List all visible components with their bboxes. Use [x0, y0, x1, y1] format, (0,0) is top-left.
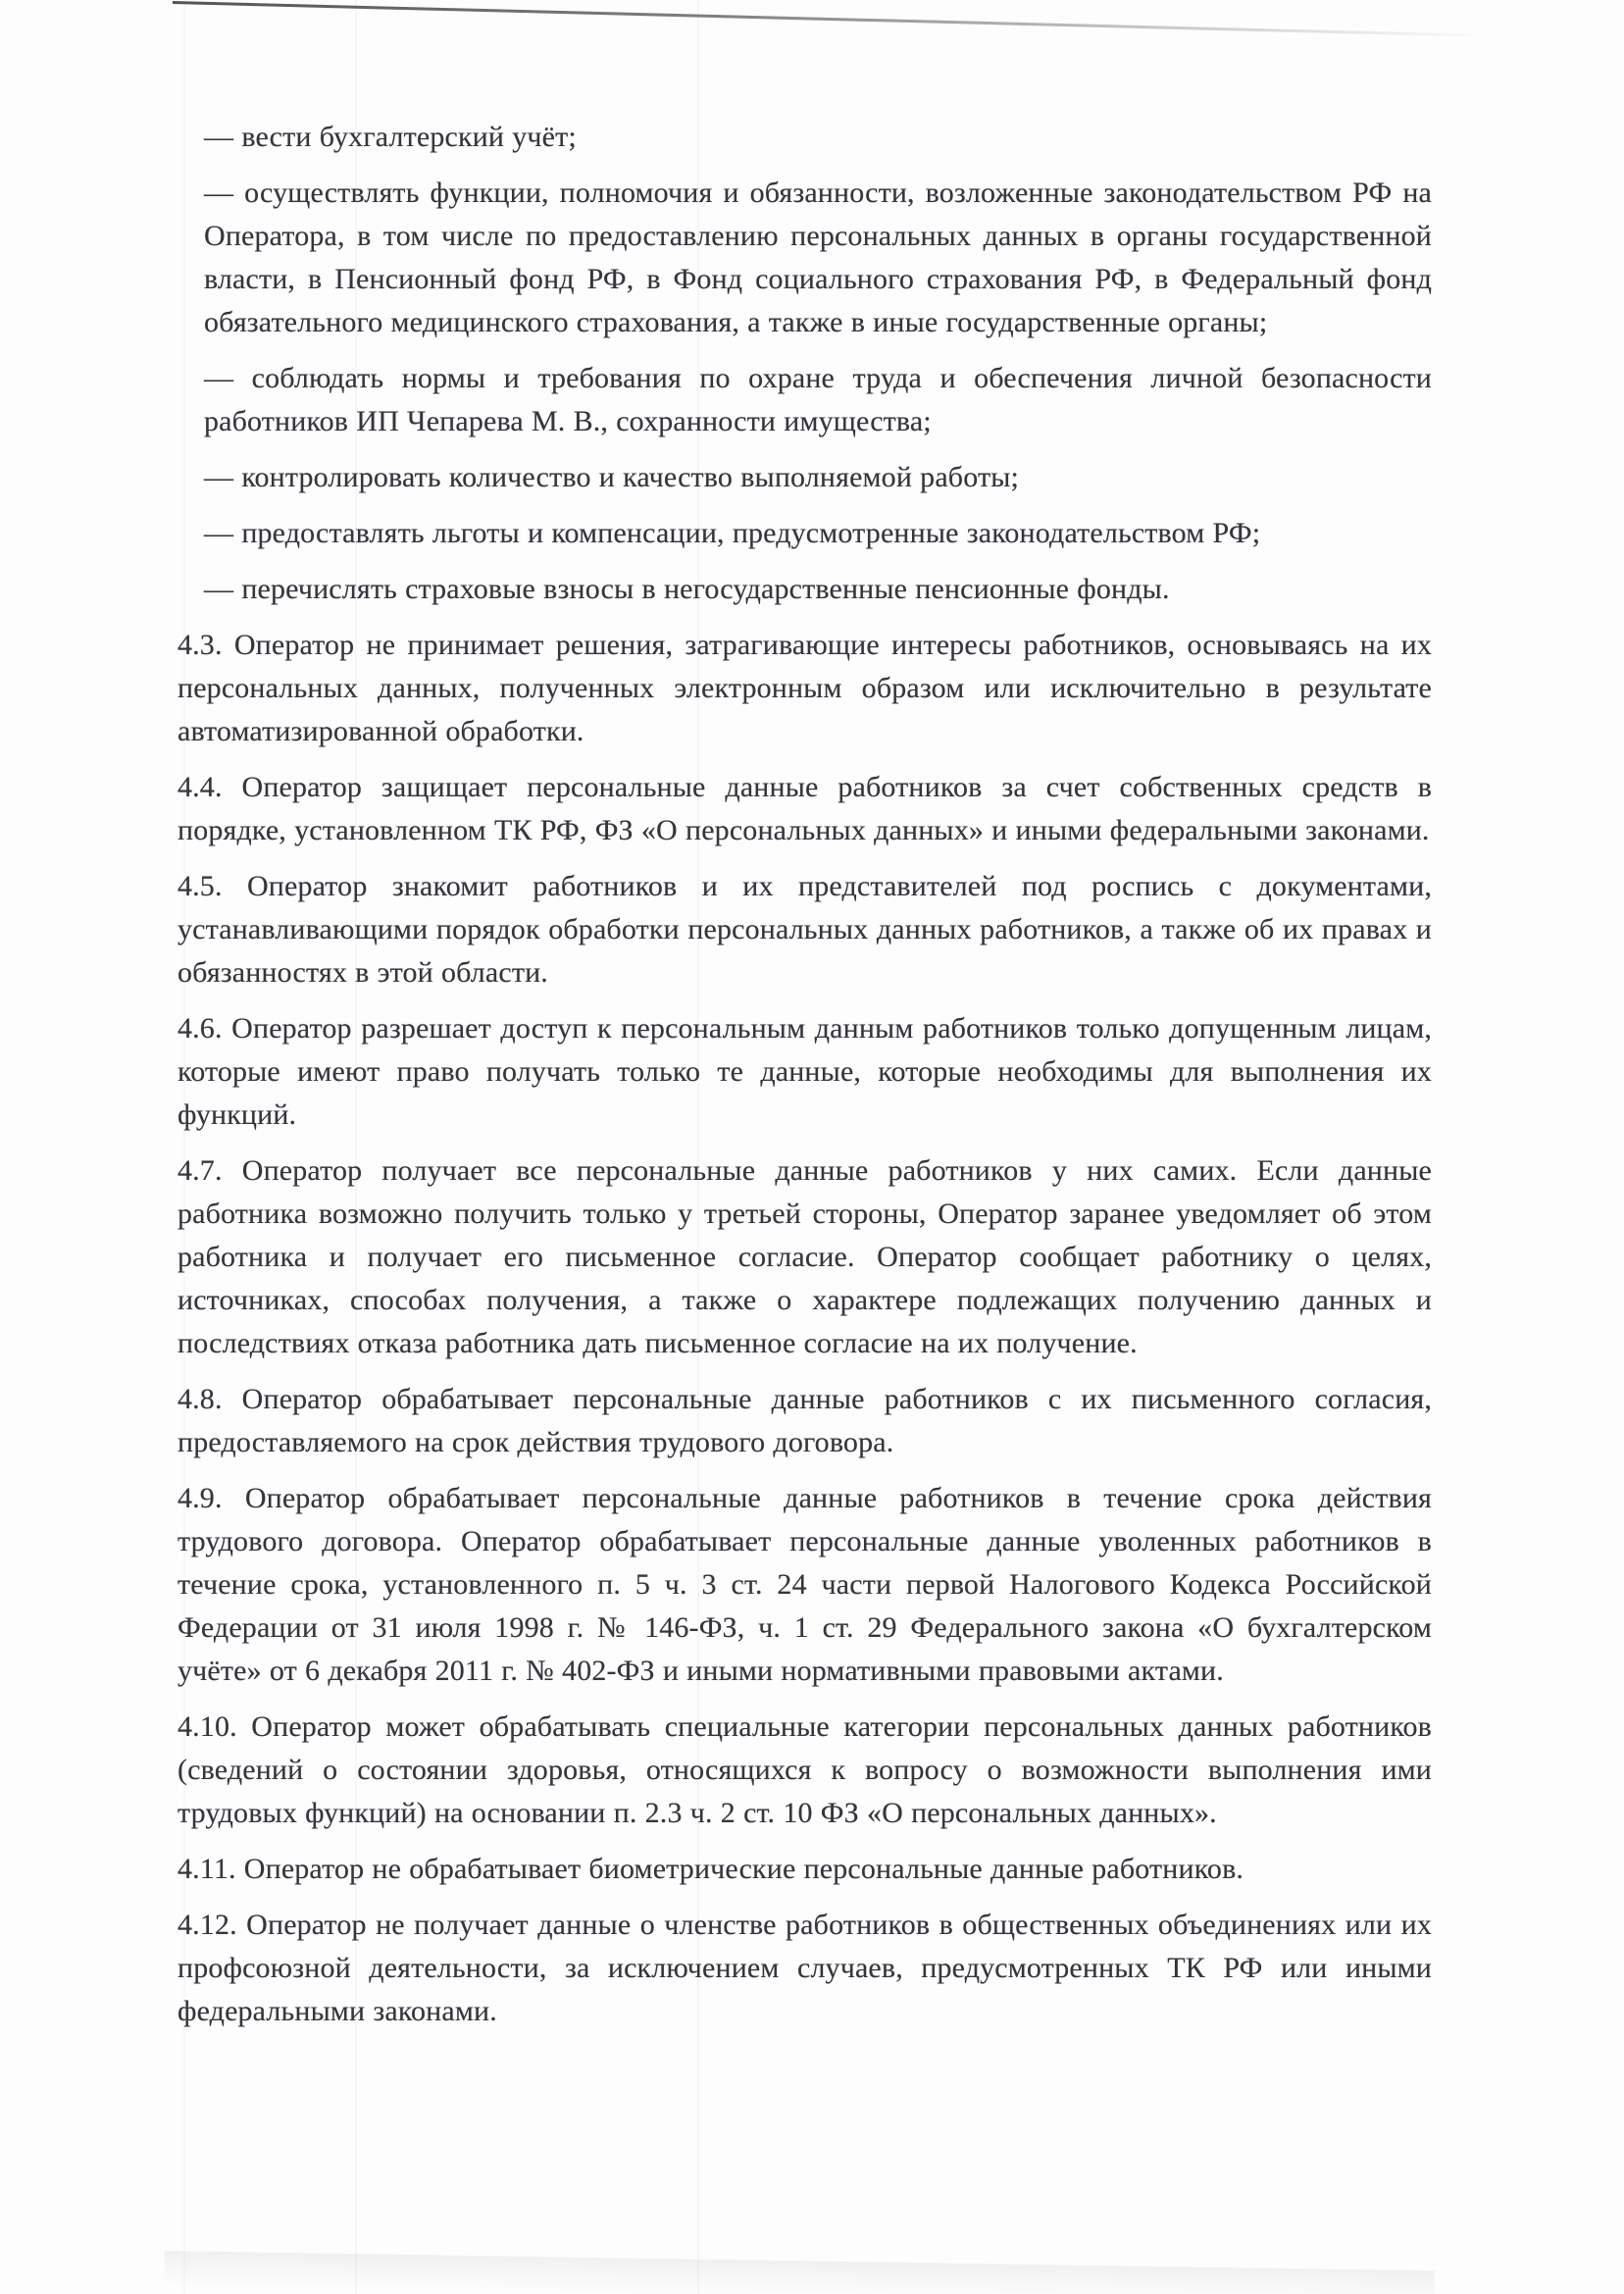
clause-number: 4.12. [178, 1909, 237, 1941]
clause-number: 4.9. [178, 1482, 223, 1514]
clause-number: — [204, 461, 234, 493]
paragraph-text: Оператор не обрабатывает биометрические персональные данные работников. [243, 1853, 1244, 1885]
paragraph [178, 1904, 1432, 2033]
clause-number: — [204, 177, 234, 209]
paragraph [178, 1477, 1432, 1693]
clause-number: 4.10. [178, 1710, 237, 1743]
paragraph [178, 116, 1432, 159]
paragraph [178, 1848, 1432, 1891]
paragraph-text: Оператор разрешает доступ к персональным данным работников только допущенным лицам, которые имеют право получать только те данные, которые необходимы для выполнения их функций. [178, 1012, 1432, 1131]
paragraph [178, 512, 1432, 555]
paragraph-text: Оператор защищает персональные данные работников за счет собственных средств в порядке, установленном ТК РФ, ФЗ «О персональных данных» и иными федеральными законами. [178, 771, 1433, 846]
paragraph [178, 172, 1432, 344]
paragraph-text: Оператор обрабатывает персональные данные работников с их письменного согласия, предоставляемого на срок действия трудового договора. [178, 1383, 1432, 1458]
scan-artifact-bottom-shadow [164, 2251, 1434, 2294]
clause-number: 4.4. [178, 771, 223, 803]
paragraph-text: Оператор не принимает решения, затрагивающие интересы работников, основываясь на их персональных данных, полученных электронным образом или исключительно в результате автоматизированной обработки. [178, 629, 1432, 747]
paragraph-text: осуществлять функции, полномочия и обязанности, возложенные законодательством РФ на Оператора, в том числе по предоставлению персональных данных в органы государственной власти, в Пенсионный фонд РФ, в Фонд социального страхования РФ, в Федеральный фонд обязательного медицинского страхования, а также в иные государственные органы; [204, 177, 1432, 338]
clause-number: 4.6. [178, 1012, 223, 1045]
paragraph-text: соблюдать нормы и требования по охране труда и обеспечения личной безопасности работников ИП Чепарева М. В., сохранности имущества; [204, 362, 1432, 437]
clause-number: — [204, 121, 234, 153]
paragraph-text: Оператор обрабатывает персональные данные работников в течение срока действия трудового договора. Оператор обрабатывает персональные данные уволенных работников в течение срока, установленного п. 5 ч. 3 ст. 24 части первой Налогового Кодекса Российской Федерации от 31 июля 1998 г. № 146-ФЗ, ч. 1 ст. 29 Федерального закона «О бухгалтерском учёте» от 6 декабря 2011 г. № 402-ФЗ и иными нормативными правовыми актами. [178, 1482, 1432, 1687]
clause-number: — [204, 517, 234, 549]
paragraph-text: перечислять страховые взносы в негосударственные пенсионные фонды. [241, 573, 1170, 605]
clause-number: 4.3. [178, 629, 223, 661]
clause-number: — [204, 573, 234, 605]
paragraph [178, 766, 1432, 852]
clause-number: — [204, 362, 234, 394]
paragraph [178, 456, 1432, 499]
paragraph [178, 624, 1432, 753]
paragraph-text: Оператор знакомит работников и их представителей под роспись с документами, устанавливающими порядок обработки персональных данных работников, а также об их правах и обязанностях в этой области. [178, 870, 1433, 989]
paragraph [178, 1149, 1432, 1365]
paragraph-text: Оператор получает все персональные данные работников у них самих. Если данные работника возможно получить только у третьей стороны, Оператор заранее уведомляет об этом работника и получает его письменное согласие. Оператор сообщает работнику о целях, источниках, способах получения, а также о характере подлежащих получению данных и последствиях отказа работника дать письменное согласие на их получение. [178, 1154, 1432, 1359]
scan-artifact-top-edge [173, 1, 1487, 37]
clause-number: 4.11. [178, 1853, 236, 1885]
clause-number: 4.5. [178, 870, 223, 902]
document-body [178, 116, 1432, 2046]
paragraph [178, 1007, 1432, 1137]
paragraph [178, 357, 1432, 443]
paragraph [178, 1706, 1432, 1835]
clause-number: 4.8. [178, 1383, 223, 1415]
paragraph [178, 1378, 1432, 1464]
clause-number: 4.7. [178, 1154, 223, 1187]
paragraph-text: предоставлять льготы и компенсации, предусмотренные законодательством РФ; [241, 517, 1261, 549]
paragraph-text: вести бухгалтерский учёт; [241, 121, 577, 153]
paragraph-text: контролировать количество и качество выполняемой работы; [241, 461, 1020, 493]
paragraph-text: Оператор не получает данные о членстве работников в общественных объединениях или их профсоюзной деятельности, за исключением случаев, предусмотренных ТК РФ или иными федеральными законами. [178, 1909, 1432, 2027]
paragraph-text: Оператор может обрабатывать специальные категории персональных данных работников (сведений о состоянии здоровья, относящихся к вопросу о возможности выполнения ими трудовых функций) на основании п. 2.3 ч. 2 ст. 10 ФЗ «О персональных данных». [178, 1710, 1432, 1829]
paragraph [178, 865, 1432, 994]
paragraph [178, 568, 1432, 611]
